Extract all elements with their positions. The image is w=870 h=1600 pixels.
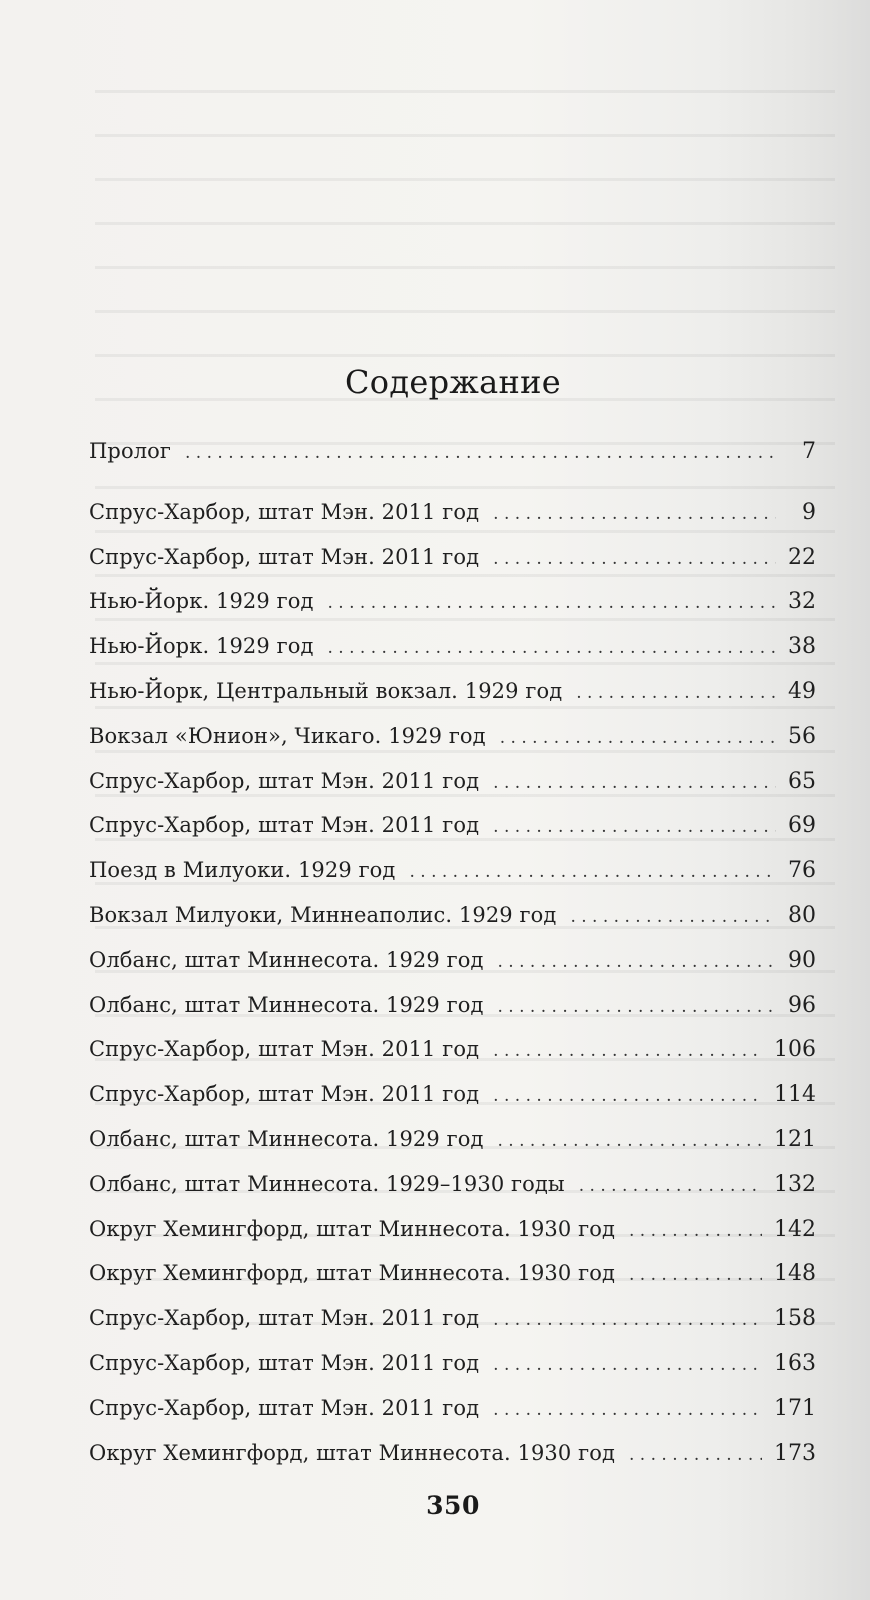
- toc-entry-page: 38: [788, 634, 816, 660]
- toc-entry-title: Спрус-Харбор, штат Мэн. 2011 год: [89, 1306, 480, 1331]
- toc-entry-page: 114: [774, 1082, 816, 1108]
- toc-entry-page: 9: [802, 499, 816, 525]
- toc-entry: [89, 676, 816, 721]
- toc-entry-title: Олбанс, штат Миннесота. 1929 год: [89, 947, 484, 972]
- toc-entry-page: 80: [788, 902, 816, 928]
- toc-entry-title: Олбанс, штат Миннесота. 1929 год: [89, 992, 484, 1017]
- dot-leader: [629, 1260, 762, 1290]
- dot-leader: [493, 1350, 762, 1380]
- toc-entry: [89, 766, 816, 811]
- toc-entry-page: 96: [788, 992, 816, 1018]
- dot-leader: [493, 1305, 762, 1335]
- toc-entry-page: 32: [788, 589, 816, 615]
- toc-entry-page: 132: [774, 1171, 816, 1197]
- toc-entry-title: Нью-Йорк. 1929 год: [89, 634, 314, 659]
- toc-entry: [89, 1169, 816, 1214]
- toc-entry: [89, 1303, 816, 1348]
- toc-entry-page: 142: [774, 1216, 816, 1242]
- dot-leader: [493, 1036, 762, 1066]
- toc-entry: [89, 1438, 816, 1483]
- toc-entry: [89, 1214, 816, 1259]
- toc-entry: [89, 436, 816, 481]
- dot-leader: [500, 723, 776, 753]
- toc-entry-page: 106: [774, 1037, 816, 1063]
- dot-leader: [498, 1126, 763, 1156]
- toc-entry-page: 49: [788, 678, 816, 704]
- toc-entry-title: Нью-Йорк, Центральный вокзал. 1929 год: [89, 678, 563, 703]
- toc-entry: [89, 855, 816, 900]
- dot-leader: [409, 857, 776, 887]
- toc-entry-title: Вокзал «Юнион», Чикаго. 1929 год: [89, 723, 486, 748]
- dot-leader: [629, 1440, 762, 1470]
- contents-heading: Содержание: [345, 363, 561, 402]
- toc-entry: [89, 586, 816, 631]
- toc-entry: [89, 631, 816, 676]
- toc-entry: [89, 721, 816, 766]
- toc-entry-title: Спрус-Харбор, штат Мэн. 2011 год: [89, 499, 480, 524]
- dot-leader: [328, 633, 777, 663]
- dot-leader: [328, 588, 777, 618]
- toc-entry-page: 173: [774, 1440, 816, 1466]
- toc-entry-page: 90: [788, 947, 816, 973]
- toc-entry: [89, 542, 816, 587]
- toc-entry: [89, 1258, 816, 1303]
- toc-entry-page: 76: [788, 858, 816, 884]
- dot-leader: [579, 1171, 762, 1201]
- toc-entry: [89, 497, 816, 542]
- toc-entry: [89, 810, 816, 855]
- dot-leader: [493, 812, 776, 842]
- dot-leader: [629, 1216, 762, 1246]
- toc-entry-page: 69: [788, 813, 816, 839]
- toc-entry-page: 171: [774, 1395, 816, 1421]
- page-number: 350: [426, 1491, 480, 1520]
- toc-entry-page: 121: [774, 1126, 816, 1152]
- toc-entry-title: Вокзал Милуоки, Миннеаполис. 1929 год: [89, 902, 557, 927]
- toc-entry: [89, 1079, 816, 1124]
- toc-entry-title: Спрус-Харбор, штат Мэн. 2011 год: [89, 1350, 480, 1375]
- toc-entry-title: Спрус-Харбор, штат Мэн. 2011 год: [89, 1037, 480, 1062]
- toc-entry-title: Округ Хемингфорд, штат Миннесота. 1930 год: [89, 1216, 615, 1241]
- toc-entry-title: Нью-Йорк. 1929 год: [89, 589, 314, 614]
- dot-leader: [493, 1395, 762, 1425]
- toc-entry-title: Спрус-Харбор, штат Мэн. 2011 год: [89, 1082, 480, 1107]
- toc-entry-page: 163: [774, 1350, 816, 1376]
- dot-leader: [576, 678, 776, 708]
- toc-entry-title: Спрус-Харбор, штат Мэн. 2011 год: [89, 768, 480, 793]
- toc-entry-title: Спрус-Харбор, штат Мэн. 2011 год: [89, 1395, 480, 1420]
- toc-entry-title: Округ Хемингфорд, штат Миннесота. 1930 год: [89, 1440, 615, 1465]
- dot-leader: [493, 499, 776, 529]
- toc-entry-page: 65: [788, 768, 816, 794]
- toc-entry: [89, 1393, 816, 1438]
- toc-entry: [89, 1124, 816, 1169]
- toc-entry-title: Олбанс, штат Миннесота. 1929–1930 годы: [89, 1171, 565, 1196]
- dot-leader: [570, 902, 776, 932]
- toc-entry-title: Пролог: [89, 439, 171, 463]
- dot-leader: [493, 768, 776, 798]
- toc-entry-title: Олбанс, штат Миннесота. 1929 год: [89, 1126, 484, 1151]
- toc-entry-page: 56: [788, 723, 816, 749]
- toc-entry: [89, 945, 816, 990]
- table-of-contents: [89, 436, 816, 1482]
- dot-leader: [493, 544, 776, 574]
- toc-entry: [89, 1034, 816, 1079]
- dot-leader: [493, 1081, 762, 1111]
- toc-entry: [89, 1348, 816, 1393]
- toc-entry-page: 22: [788, 544, 816, 570]
- toc-entry: [89, 900, 816, 945]
- toc-entry-title: Округ Хемингфорд, штат Миннесота. 1930 год: [89, 1261, 615, 1286]
- toc-entry-title: Спрус-Харбор, штат Мэн. 2011 год: [89, 813, 480, 838]
- toc-entry: [89, 990, 816, 1035]
- toc-entry-page: 148: [774, 1261, 816, 1287]
- toc-entry-page: 158: [774, 1306, 816, 1332]
- toc-entry-title: Поезд в Милуоки. 1929 год: [89, 858, 396, 883]
- toc-entry-page: 7: [802, 439, 816, 464]
- dot-leader: [498, 992, 777, 1022]
- dot-leader: [185, 438, 776, 468]
- dot-leader: [498, 947, 777, 977]
- toc-entry-title: Спрус-Харбор, штат Мэн. 2011 год: [89, 544, 480, 569]
